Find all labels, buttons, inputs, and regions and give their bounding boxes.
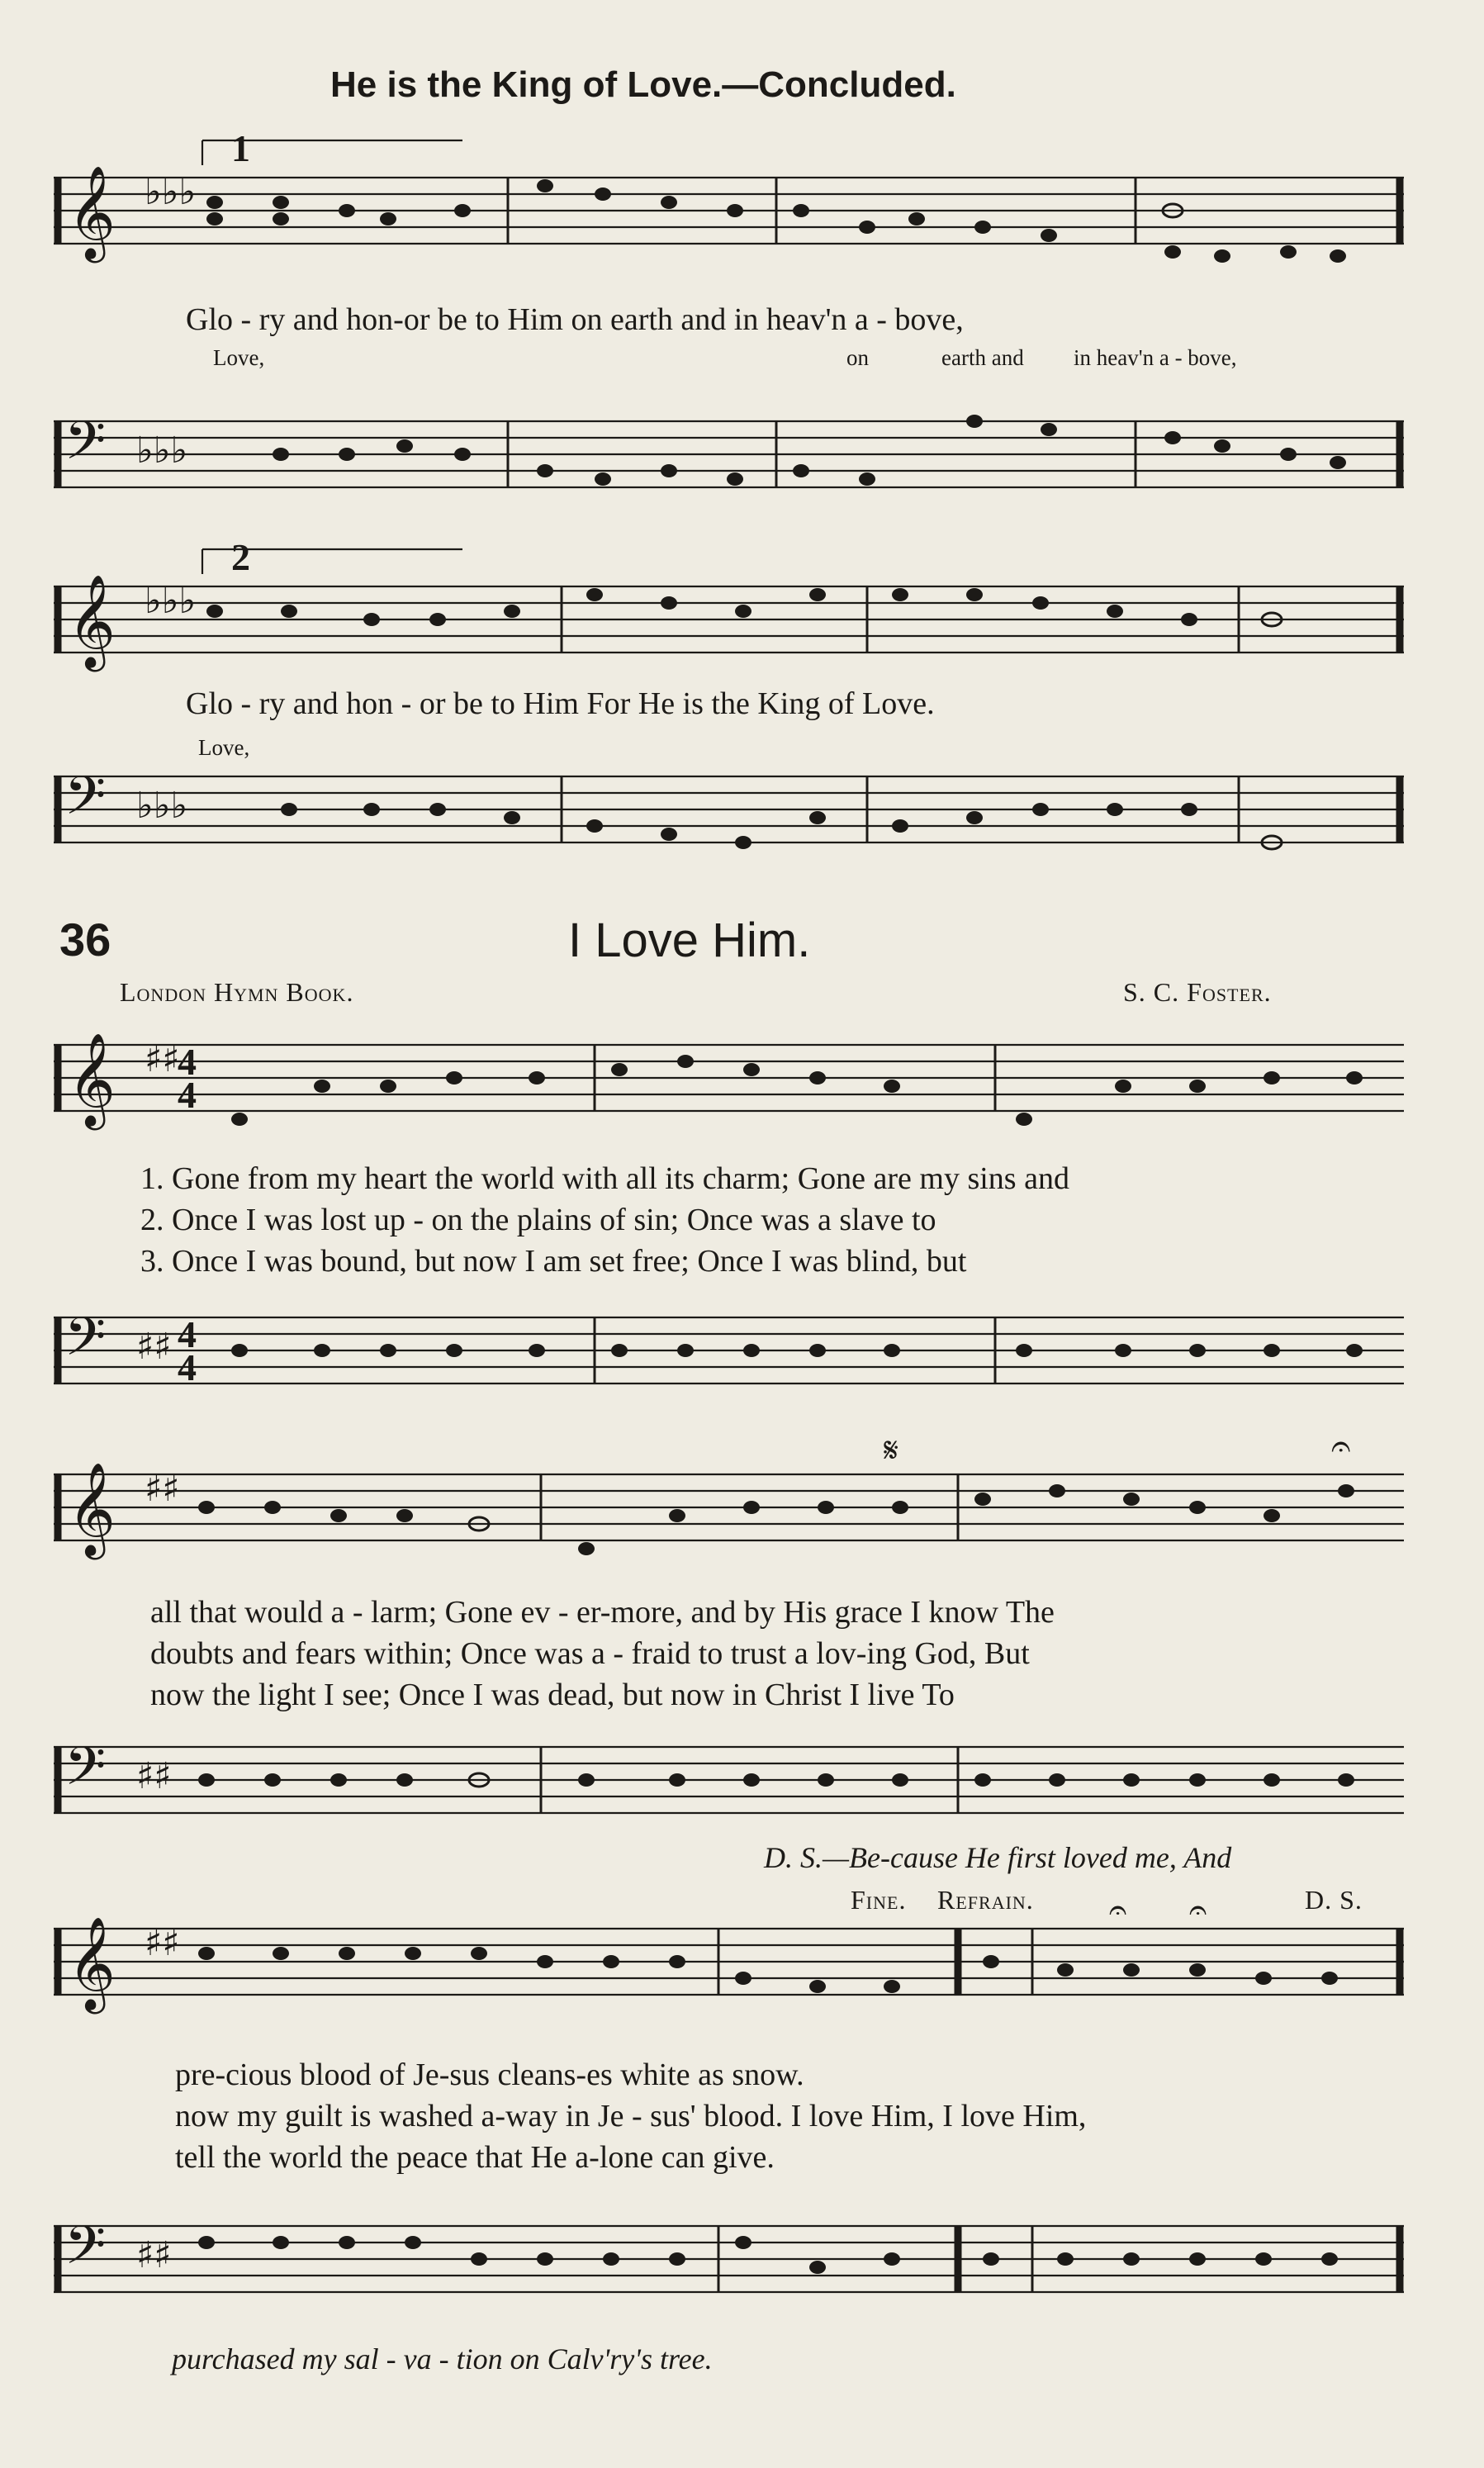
bottom-text: purchased my sal - va - tion on Calv'ry's tree. [172,2342,713,2375]
svg-text:𝄢: 𝄢 [64,2215,107,2290]
bass-word-love-1: Love, [213,345,265,370]
ds-text: D. S.—Be-cause He first loved me, And [764,1841,1232,1874]
svg-text:𝄢: 𝄢 [64,411,107,485]
treble-staff-1 [0,127,1484,268]
fine-label: Fine. [851,1885,907,1915]
svg-text:♭♭♭: ♭♭♭ [145,580,197,622]
svg-text:𝄐: 𝄐 [1331,1426,1351,1466]
treble-staff-2 [0,536,1484,677]
bass-staff-4 [0,1730,1484,1838]
treble-staff-3 [0,1028,1484,1136]
svg-text:♯♯: ♯♯ [136,2234,172,2276]
verse-1-line-b: all that would a - larm; Gone ev - er-more, and by His grace I know The [150,1595,1055,1630]
hymn-number: 36 [59,914,111,966]
verse-3-line-a: 3. Once I was bound, but now I am set free; Once I was blind, but [140,1244,967,1279]
bass-word-earth-and: earth and [941,345,1024,370]
bass-staff-3 [0,1301,1484,1408]
ending-2-label: 2 [231,536,250,578]
svg-text:4: 4 [178,1041,197,1083]
bass-word-on: on [846,345,869,370]
svg-text:♭♭♭: ♭♭♭ [145,171,197,213]
svg-text:♯♯: ♯♯ [145,1922,180,1964]
verse-3-line-b: now the light I see; Once I was dead, but now in Christ I live To [150,1678,955,1712]
bass-staff-5 [0,2209,1484,2317]
svg-text:4: 4 [178,1313,197,1355]
svg-text:𝄞: 𝄞 [68,165,116,259]
svg-text:𝄞: 𝄞 [68,1462,116,1556]
verse-2-line-b: doubts and fears within; Once was a - fraid to trust a lov-ing God, But [150,1636,1030,1671]
svg-text:♯♯: ♯♯ [145,1468,180,1510]
svg-text:♭♭♭: ♭♭♭ [136,430,188,472]
refrain-label: Refrain. [937,1885,1034,1915]
svg-text:♯♯: ♯♯ [145,1038,180,1080]
bass-staff-1 [0,405,1484,512]
lyrics-line-2: Glo - ry and hon - or be to Him For He is the King of Love. [186,686,935,721]
svg-text:𝄞: 𝄞 [68,1916,116,2010]
verse-2-line-c: now my guilt is washed a-way in Je - sus' blood. I love Him, I love Him, [175,2099,1087,2133]
svg-text:𝄞: 𝄞 [68,574,116,668]
verse-3-line-c: tell the world the peace that He a-lone can give. [175,2140,775,2175]
svg-text:𝄋: 𝄋 [884,1430,899,1470]
svg-text:𝄞: 𝄞 [68,1032,116,1127]
bass-word-love-2: Love, [198,735,250,760]
hymn-composer: S. C. Foster. [1123,977,1272,1007]
svg-text:𝄢: 𝄢 [64,1736,107,1811]
bass-word-heaven-above: in heav'n a - bove, [1074,345,1237,370]
svg-text:𝄢: 𝄢 [64,766,107,840]
svg-text:𝄐: 𝄐 [1189,1891,1207,1928]
page-title: He is the King of Love.—Concluded. [330,64,956,105]
svg-text:♯♯: ♯♯ [136,1326,172,1368]
verse-1-line-a: 1. Gone from my heart the world with all its charm; Gone are my sins and [140,1161,1069,1196]
ds-label: D. S. [1305,1885,1363,1915]
svg-text:4: 4 [178,1074,197,1116]
svg-text:𝄢: 𝄢 [64,1307,107,1381]
lyrics-line-1: Glo - ry and hon-or be to Him on earth and in heav'n a - bove, [186,302,964,337]
svg-text:♭♭♭: ♭♭♭ [136,785,188,827]
treble-staff-4 [0,1426,1484,1565]
ending-1-label: 1 [231,127,250,169]
svg-text:♯♯: ♯♯ [136,1755,172,1797]
hymn-title: I Love Him. [568,914,811,967]
verse-1-line-c: pre-cious blood of Je-sus cleans-es white as snow. [175,2057,804,2092]
verse-2-line-a: 2. Once I was lost up - on the plains of sin; Once was a slave to [140,1203,936,1237]
svg-text:4: 4 [178,1346,197,1388]
bass-staff-2 [0,760,1484,867]
hymn-source: London Hymn Book. [120,977,354,1007]
svg-text:𝄐: 𝄐 [1109,1891,1127,1928]
